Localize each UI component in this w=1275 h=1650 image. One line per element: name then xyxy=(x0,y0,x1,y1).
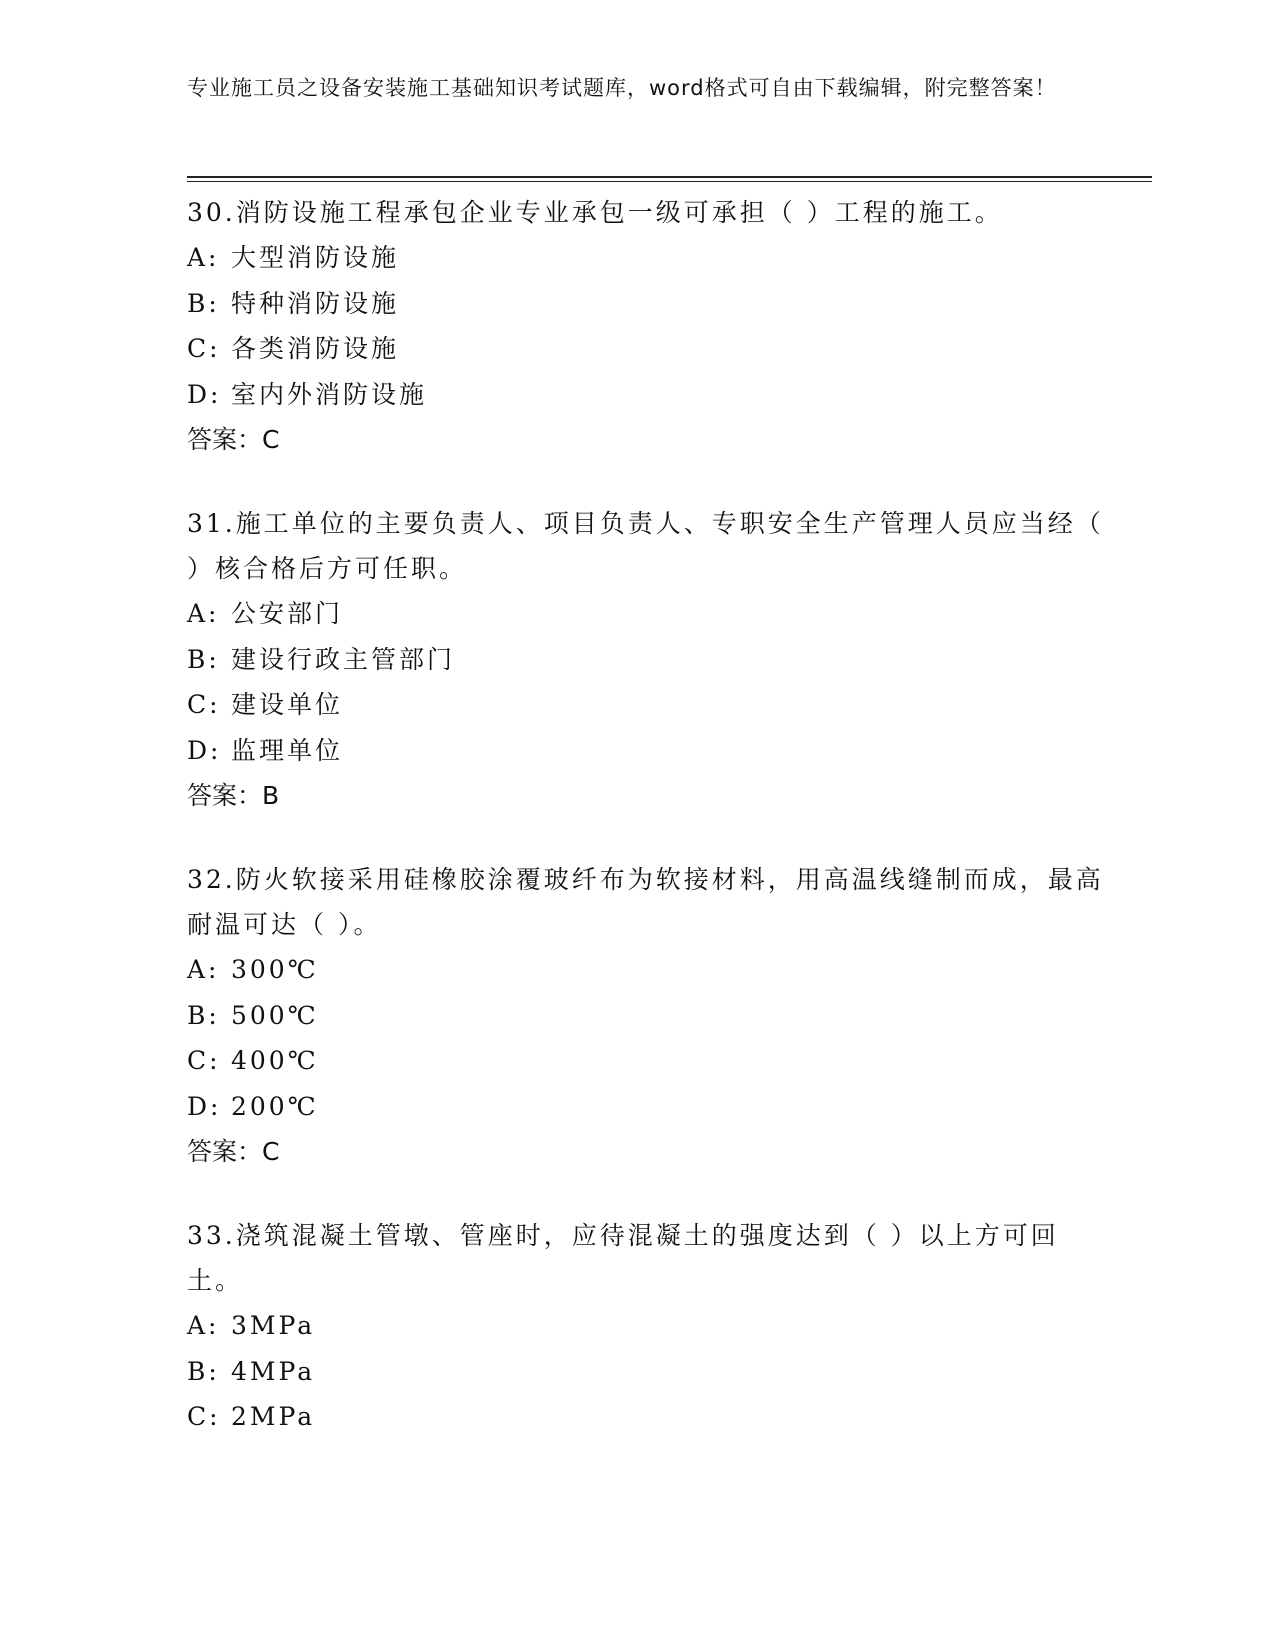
option-b xyxy=(187,993,1107,1039)
option-text: 2MPa xyxy=(231,1402,316,1431)
option-letter: B: xyxy=(187,644,220,674)
option-letter: A: xyxy=(187,243,220,272)
option-text: 3MPa xyxy=(231,1311,316,1340)
option-text: 300℃ xyxy=(231,955,319,984)
option-d xyxy=(187,728,1107,774)
option-c xyxy=(187,326,1107,372)
option-letter: B: xyxy=(187,288,220,318)
option-letter: B: xyxy=(187,1000,220,1030)
header-divider-thin xyxy=(187,181,1152,182)
option-text: 监理单位 xyxy=(231,735,344,765)
option-letter: C: xyxy=(187,1046,221,1075)
question-item xyxy=(187,501,1107,819)
option-letter: C: xyxy=(187,690,221,719)
option-letter: B: xyxy=(187,1356,220,1386)
option-c xyxy=(187,682,1107,728)
answer-line: 答案：C xyxy=(187,1137,280,1166)
option-letter: D: xyxy=(187,1091,222,1121)
question-item xyxy=(187,857,1107,1175)
option-text: 500℃ xyxy=(231,1000,319,1030)
option-text: 400℃ xyxy=(231,1046,319,1075)
option-text: 大型消防设施 xyxy=(231,243,400,272)
option-text: 4MPa xyxy=(231,1356,316,1386)
option-b xyxy=(187,1349,1107,1395)
option-letter: A: xyxy=(187,1311,220,1340)
question-stem: 30.消防设施工程承包企业专业承包一级可承担（ ）工程的施工。 xyxy=(187,198,1003,227)
question-list xyxy=(187,190,1107,1478)
option-a xyxy=(187,235,1107,281)
header-divider-thick xyxy=(187,176,1152,178)
option-a xyxy=(187,947,1107,993)
question-item xyxy=(187,190,1107,463)
option-letter: A: xyxy=(187,955,220,984)
question-stem: 33.浇筑混凝土管墩、管座时，应待混凝土的强度达到（ ）以上方可回土。 xyxy=(187,1221,1059,1295)
option-text: 公安部门 xyxy=(231,599,344,628)
option-letter: C: xyxy=(187,1402,221,1431)
question-item xyxy=(187,1213,1107,1440)
document-header: 专业施工员之设备安装施工基础知识考试题库，word格式可自由下载编辑，附完整答案！ xyxy=(187,76,1057,100)
option-text: 特种消防设施 xyxy=(231,288,400,318)
answer-line: 答案：C xyxy=(187,425,280,454)
question-stem: 31.施工单位的主要负责人、项目负责人、专职安全生产管理人员应当经（ ）核合格后方可任职。 xyxy=(187,509,1104,583)
answer-line: 答案：B xyxy=(187,781,280,810)
option-letter: D: xyxy=(187,735,222,765)
option-a xyxy=(187,591,1107,637)
option-a xyxy=(187,1303,1107,1349)
option-d xyxy=(187,1084,1107,1130)
option-b xyxy=(187,281,1107,327)
option-d xyxy=(187,372,1107,418)
option-text: 建设行政主管部门 xyxy=(231,644,456,674)
option-c xyxy=(187,1038,1107,1084)
option-text: 室内外消防设施 xyxy=(231,379,428,409)
option-text: 各类消防设施 xyxy=(231,334,400,363)
option-text: 建设单位 xyxy=(231,690,344,719)
option-letter: D: xyxy=(187,379,222,409)
option-letter: A: xyxy=(187,599,220,628)
option-text: 200℃ xyxy=(231,1091,319,1121)
question-stem: 32.防火软接采用硅橡胶涂覆玻纤布为软接材料，用高温线缝制而成，最高耐温可达（ ）。 xyxy=(187,865,1104,939)
option-letter: C: xyxy=(187,334,221,363)
option-b xyxy=(187,637,1107,683)
option-c xyxy=(187,1394,1107,1440)
